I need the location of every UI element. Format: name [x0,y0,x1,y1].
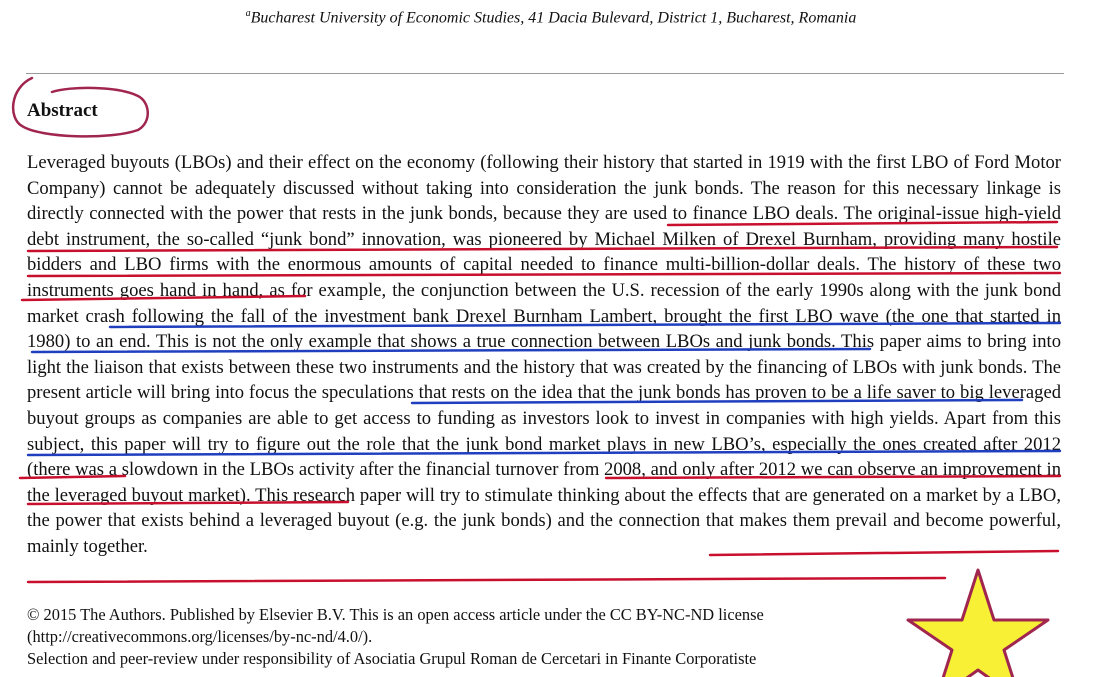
blue-underline-2 [32,349,870,352]
red-underline-6 [606,476,1060,478]
blue-underline-4 [28,451,1060,455]
red-underline-2 [28,247,1057,251]
blue-underline-1 [110,323,1060,327]
abstract-circle-annotation [13,78,148,136]
blue-underline-group [28,323,1060,455]
star-icon [908,570,1048,677]
affiliation-marker: a [245,8,251,19]
license-text: © 2015 The Authors. Published by Elsevier B.V. This is an open access article under the CC BY-NC-ND license [27,605,764,624]
red-underline-4 [22,296,305,300]
abstract-heading: Abstract [27,100,98,121]
peer-review-text: Selection and peer-review under responsibility of Asociatia Grupul Roman de Cercetari in Finante Corporatiste [27,649,757,668]
red-underline-5 [20,476,125,478]
red-underline-3 [28,273,1060,276]
red-underline-7 [28,502,348,504]
license-url[interactable]: (http://creativecommons.org/licenses/by-nc-nd/4.0/). [27,627,373,646]
abstract-body: Leveraged buyouts (LBOs) and their effect on the economy (following their history that started in 1919 with the first LBO of Ford Motor Company) cannot be adequately discussed without taking into consideration the junk bonds. The reason for this necessary linkage is directly connected with the power that rests in the junk bonds, because they are used to finance LBO deals. The original-issue high-yield debt instrument, the so-called “junk bond” innovation, was pioneered by Michael Milken of Drexel Burnham, providing many hostile bidders and LBO firms with the enormous amounts of capital needed to finance multi-billion-dollar deals. The history of these two instruments goes hand in hand, as for example, the conjunction between the U.S. recession of the early 1990s along with the junk bond market crash following the fall of the investment bank Drexel Burnham Lambert, brought the first LBO wave (the one that started in 1980) to an end. This is not the only example that shows a true connection between LBOs and junk bonds. This paper aims to bring into light the liaison that exists between these two instruments and the history that was created by the financing of LBOs with junk bonds. The present article will bring into focus the speculations that rests on the idea that the junk bonds has proven to be a life saver to big leveraged buyout groups as companies are able to get access to funding as investors look to invest in companies with high yields. Apart from this subject, this paper will try to figure out the role that the junk bond market plays in new LBO’s, especially the ones created after 2012 (there was a slowdown in the LBOs activity after the financial turnover from 2008, and only after 2012 we can observe an improvement in the leveraged buyout market). This research paper will try to stimulate thinking about the effects that are generated on a market by a LBO, the power that exists behind a leveraged buyout (e.g. the junk bonds) and the connection that makes them prevail and become powerful, mainly together. [27,152,1061,557]
red-underline-9 [28,578,945,582]
affiliation-text: Bucharest University of Economic Studies, 41 Dacia Bulevard, District 1, Bucharest, Romania [250,9,857,27]
blue-underline-3 [412,400,1022,403]
red-underline-8 [710,551,1058,555]
red-underline-1 [668,222,1057,225]
